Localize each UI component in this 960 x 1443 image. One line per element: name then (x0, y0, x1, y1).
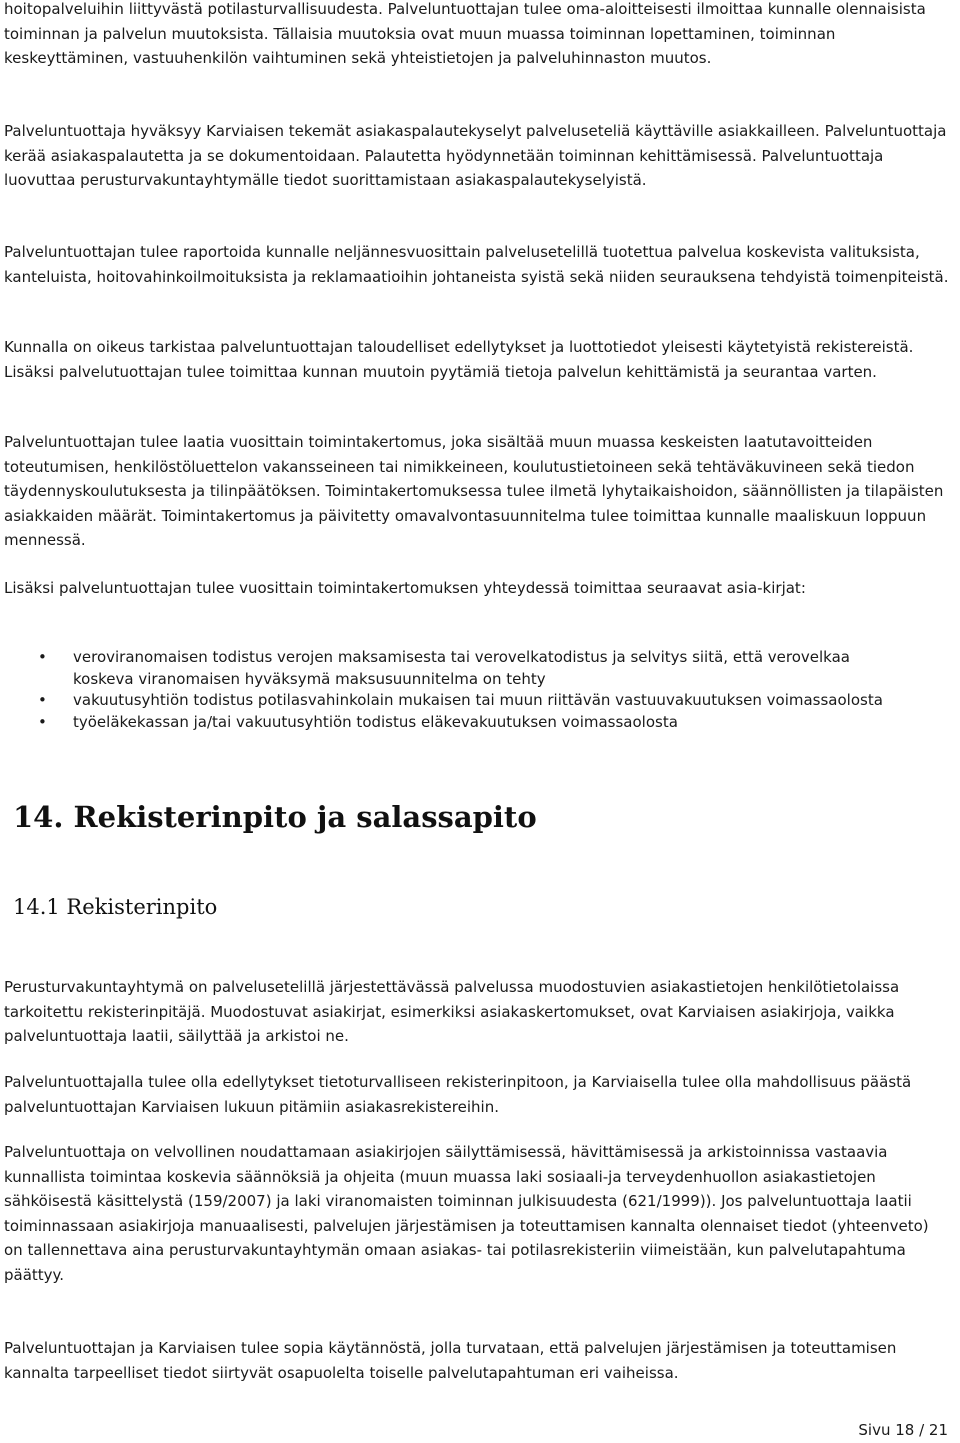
bullet-icon: • (38, 648, 47, 666)
list-item: • veroviranomaisen todistus verojen maksamisesta tai verovelkatodistus ja selvitys siitä, että verovelkaa koskeva viranomaisen hyväksymä maksusuunnitelma on tehty (38, 648, 850, 688)
bullet-icon: • (38, 712, 47, 731)
bullet-icon: • (38, 691, 47, 709)
list-item: • työeläkekassan ja/tai vakuutusyhtiön todistus eläkevakuutuksen voimassaolosta (0, 712, 903, 734)
paragraph-quarterly-reporting: Palveluntuottajan tulee raportoida kunnalle neljännesvuosittain palvelusetelillä tuotettua palvelua koskevista valituksista, kanteluista, hoitovahinkoilmoituksista ja reklamaatioihin johtaneista syistä sekä niiden seurauksena tehdyistä toimenpiteistä. (4, 243, 949, 286)
page-number: Sivu 18 / 21 (858, 1421, 948, 1439)
paragraph-registry-holder: Perusturvakuntayhtymä on palvelusetelillä järjestettävässä palvelussa muodostuvien asiakastietojen henkilötietolaissa tarkoitettu rekisterinpitäjä. Muodostuvat asiakirjat, esimerkiksi asiakaskertomukset, ovat Karviaisen asiakirjoja, vaikka palveluntuottaja laatii, säilyttää ja arkistoi ne. (4, 978, 900, 1046)
paragraph-archiving-rules: Palveluntuottaja on velvollinen noudattamaan asiakirjojen säilyttämisessä, hävittämisessä ja arkistoinnissa vastaavia kunnallista toimintaa koskevia säännöksiä ja ohjeita (muun muassa laki sosiaali-ja terveydenhuollon asiakastietojen sähköisestä käsittelystä (159/2007) ja laki viranomaisten toiminnan julkisuudesta (621/1999)). Jos palveluntuottaja laatii toiminnassaan asiakirjoja manuaalisesti, palvelujen järjestämisen ja toteuttamisen kannalta olennaiset tiedot (yhteenveto) on tallennettava aina perusturvakuntayhtymän omaan asiakas- tai potilasrekisteriin viimeistään, kun palvelutapahtuma päättyy. (4, 1143, 929, 1284)
paragraph-financial-check: Kunnalla on oikeus tarkistaa palveluntuottajan taloudelliset edellytykset ja luottotiedot yleisesti käytetyistä rekistereistä. Lisäksi palvelutuottajan tulee toimittaa kunnan muutoin pyytämiä tietoja palvelun kehittämistä ja seurantaa varten. (4, 338, 914, 381)
paragraph-required-documents: Lisäksi palveluntuottajan tulee vuosittain toimintakertomuksen yhteydessä toimittaa seuraavat asia-kirjat: (4, 579, 806, 597)
paragraph-data-transfer: Palveluntuottajan ja Karviaisen tulee sopia käytännöstä, jolla turvataan, että palvelujen järjestämisen ja toteuttamisen kannalta tarpeelliset tiedot siirtyvät osapuolelta toiselle palvelutapahtuman eri vaiheissa. (4, 1339, 897, 1382)
required-documents-list (0, 647, 952, 733)
section-heading: 14. Rekisterinpito ja salassapito (13, 800, 537, 834)
paragraph-customer-feedback: Palveluntuottaja hyväksyy Karviaisen tekemät asiakaspalautekyselyt palveluseteliä käyttäville asiakkailleen. Palveluntuottaja kerää asiakaspalautetta ja se dokumentoidaan. Palautetta hyödynnetään toiminnan kehittämisessä. Palveluntuottaja luovuttaa perusturvakuntayhtymälle tiedot suorittamistaan asiakaspalautekyselyistä. (4, 122, 947, 190)
subsection-heading: 14.1 Rekisterinpito (13, 895, 218, 919)
list-item: • vakuutusyhtiön todistus potilasvahinkolain mukaisen tai muun riittävän vastuuvakuutuksen voimassaolosta (0, 690, 903, 712)
paragraph-data-security: Palveluntuottajalla tulee olla edellytykset tietoturvalliseen rekisterinpitoon, ja Karviaisella tulee olla mahdollisuus päästä palveluntuottajan Karviaisen lukuun pitämiin asiakasrekistereihin. (4, 1073, 912, 1116)
paragraph-reporting-changes: hoitopalveluihin liittyvästä potilasturvallisuudesta. Palveluntuottajan tulee oma-aloitteisesti ilmoittaa kunnalle olennaisista toiminnan ja palvelun muutoksista. Tällaisia muutoksia ovat muun muassa toiminnan lopettaminen, toiminnan keskeyttäminen, vastuuhenkilön vaihtuminen sekä yhteistietojen ja palveluhinnaston muutos. (4, 0, 926, 68)
paragraph-annual-report: Palveluntuottajan tulee laatia vuosittain toimintakertomus, joka sisältää muun muassa keskeisten laatutavoitteiden toteutumisen, henkilöstöluettelon vakansseineen tai nimikkeineen, koulutustietoineen sekä tehtäväkuvineen sekä tiedon täydennyskoulutuksesta ja tilinpäätöksen. Toimintakertomuksessa tulee ilmetä lyhytaikaishoidon, säännöllisten ja tilapäisten asiakkaiden määrät. Toimintakertomus ja päivitetty omavalvontasuunnitelma tulee toimittaa kunnalle maaliskuun loppuun mennessä. (4, 433, 944, 550)
